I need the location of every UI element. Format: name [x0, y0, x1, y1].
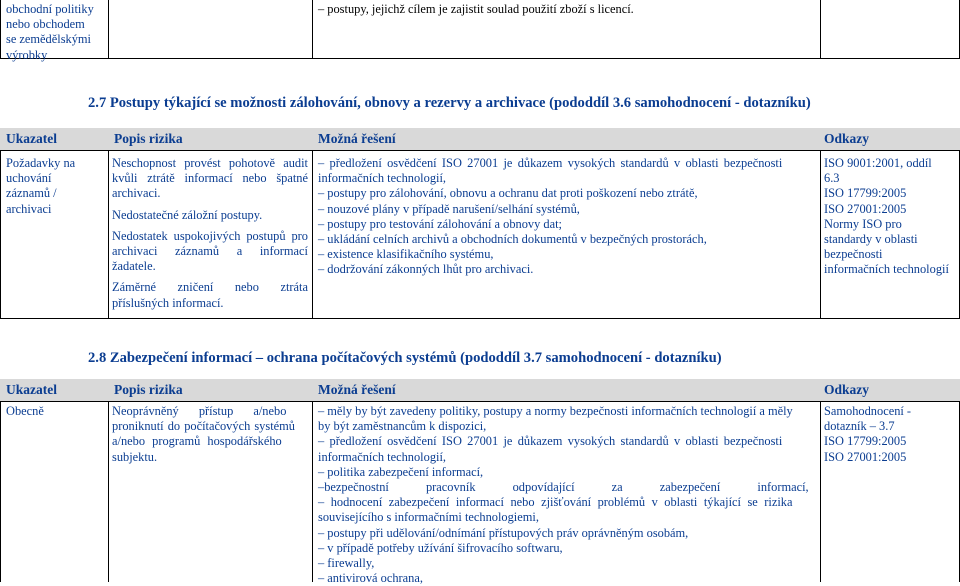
- header-risk: Popis rizika: [114, 131, 183, 146]
- header-indicator: Ukazatel: [6, 382, 57, 397]
- solution-line: – postupy při udělování/odnímání přístupových práv oprávněným osobám,: [318, 525, 689, 540]
- reference-line: dotazník – 3.7: [824, 419, 895, 434]
- reference-line: bezpečnosti: [824, 247, 883, 262]
- indicator-line: záznamů /: [6, 186, 57, 201]
- solution-line: – předložení osvědčení ISO 27001 je důkazem vysokých standardů v oblasti bezpečnosti: [318, 434, 783, 449]
- solution-line: – měly by být zavedeny politiky, postupy a normy bezpečnosti informačních technologií a měly: [318, 404, 793, 418]
- header-solutions: Možná řešení: [318, 131, 396, 146]
- risk-item: Záměrné zničení nebo ztráta příslušných informací.: [112, 280, 308, 310]
- risk-item: Neschopnost provést pohotově audit kvůli ztrátě informací nebo špatné archivaci.: [112, 156, 308, 201]
- header-references: Odkazy: [824, 382, 870, 397]
- reference-line: 6.3: [824, 171, 840, 186]
- top-row-indicator-line: nebo obchodem: [6, 17, 85, 32]
- solution-line: informačních technologií,: [318, 171, 446, 186]
- reference-line: ISO 17799:2005: [824, 186, 907, 201]
- header-indicator: Ukazatel: [6, 131, 57, 146]
- solution-line: – existence klasifikačního systému,: [318, 247, 494, 262]
- reference-line: ISO 17799:2005: [824, 434, 907, 449]
- solution-line: – v případě potřeby užívání šifrovacího softwaru,: [318, 540, 563, 555]
- section-2-7-title: 2.7 Postupy týkající se možnosti zálohování, obnovy a rezervy a archivace (pododdíl 3.6 samohodnocení - dotazníku): [88, 95, 811, 111]
- solution-line: – antivirová ochrana,: [318, 571, 423, 586]
- indicator-line: uchování: [6, 171, 52, 186]
- risk-line: Neoprávněný přístup a/nebo: [112, 404, 287, 418]
- header-risk: Popis rizika: [114, 382, 183, 397]
- risk-line: proniknutí do počítačových systémů: [112, 419, 295, 434]
- solution-line: –bezpečnostní pracovník odpovídající za zabezpečení informací,: [318, 480, 809, 495]
- section-2-8-indicator: Obecně: [6, 404, 44, 418]
- solution-line: souvisejícího s informačními technologiemi,: [318, 510, 539, 525]
- top-row-solution: – postupy, jejichž cílem je zajistit soulad použití zboží s licencí.: [318, 2, 634, 16]
- section-2-8-references: [824, 404, 958, 465]
- solution-line: – politika zabezpečení informací,: [318, 464, 484, 479]
- reference-line: ISO 9001:2001, oddíl: [824, 156, 932, 170]
- indicator-line: archivaci: [6, 201, 52, 216]
- reference-line: Normy ISO pro: [824, 216, 902, 231]
- reference-line: ISO 27001:2005: [824, 449, 907, 464]
- solution-line: – dodržování zákonných lhůt pro archivaci.: [318, 262, 534, 277]
- top-row-indicator-line: obchodní politiky: [6, 2, 94, 16]
- section-2-8-title: 2.8 Zabezpečení informací – ochrana počítačových systémů (pododdíl 3.7 samohodnocení - dotazníku): [88, 350, 722, 366]
- section-2-7-indicator: [6, 156, 106, 217]
- top-row-indicator: [6, 2, 106, 63]
- solution-line: – postupy pro testování zálohování a obnovy dat;: [318, 216, 562, 231]
- header-references: Odkazy: [824, 131, 870, 146]
- reference-line: Samohodnocení -: [824, 404, 912, 418]
- top-row-indicator-line: se zemědělskými: [6, 32, 91, 47]
- risk-line: a/nebo programů hospodářského: [112, 434, 282, 449]
- top-row-indicator-line: výrobky: [6, 47, 48, 62]
- reference-line: ISO 27001:2005: [824, 201, 907, 216]
- reference-line: informačních technologií: [824, 262, 949, 277]
- header-solutions: Možná řešení: [318, 382, 396, 397]
- solution-line: by být zaměstnancům k dispozici,: [318, 419, 487, 434]
- section-2-7-solutions: [318, 156, 818, 278]
- section-2-7-risks: [112, 156, 308, 311]
- solution-line: informačních technologií,: [318, 449, 446, 464]
- section-2-8-header-row: [0, 379, 960, 401]
- section-2-8-risk: [112, 404, 308, 465]
- solution-line: – hodnocení zabezpečení informací nebo zjišťování problémů v oblasti týkající se rizika: [318, 495, 793, 510]
- section-2-7-references: [824, 156, 958, 278]
- solution-line: – ukládání celních archivů a obchodních dokumentů v bezpečných prostorách,: [318, 232, 707, 247]
- solution-line: – nouzové plány v případě narušení/selhání systémů,: [318, 201, 580, 216]
- section-2-8-solutions: [318, 404, 818, 586]
- solution-line: – postupy pro zálohování, obnovu a ochranu dat proti poškození nebo ztrátě,: [318, 186, 698, 201]
- risk-line: subjektu.: [112, 449, 158, 464]
- solution-line: – firewally,: [318, 556, 375, 571]
- section-2-7-header-row: [0, 128, 960, 150]
- risk-item: Nedostatečné záložní postupy.: [112, 207, 263, 222]
- risk-item: Nedostatek uspokojivých postupů pro archivaci záznamů a informací žadatele.: [112, 228, 308, 274]
- solution-line: – předložení osvědčení ISO 27001 je důkazem vysokých standardů v oblasti bezpečnosti: [318, 156, 783, 170]
- indicator-line: Požadavky na: [6, 156, 76, 170]
- reference-line: standardy v oblasti: [824, 232, 918, 247]
